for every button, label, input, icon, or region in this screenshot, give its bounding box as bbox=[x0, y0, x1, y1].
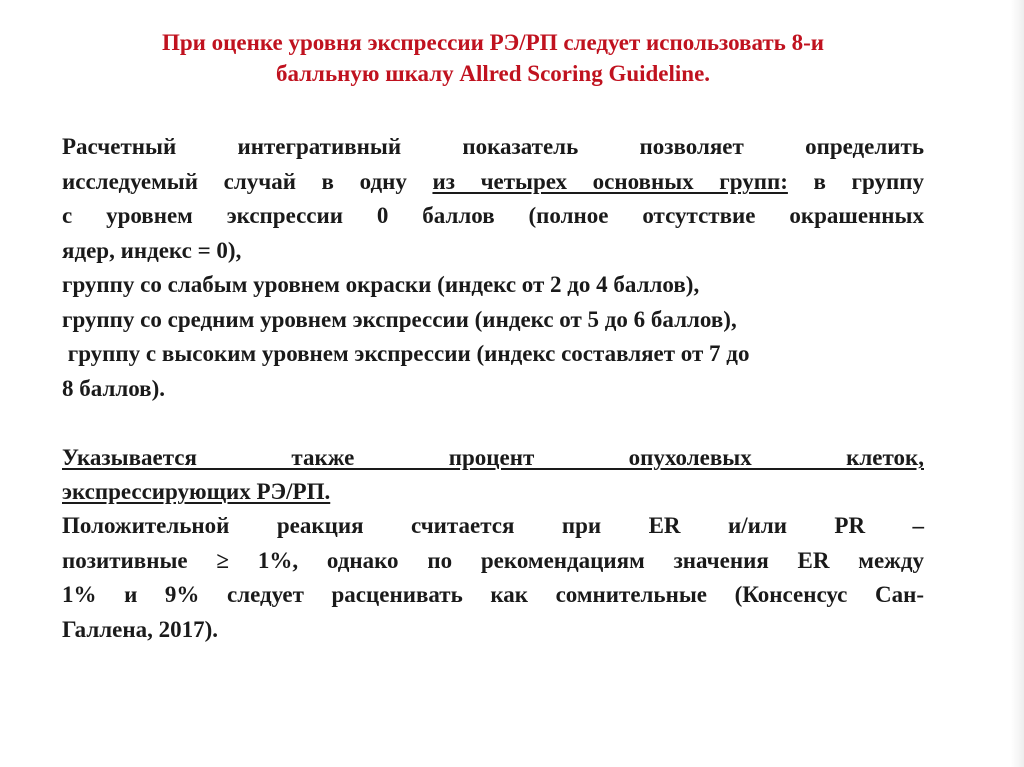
paragraph-1-line-7: группу с высоким уровнем экспрессии (индекс составляет от 7 до bbox=[62, 341, 750, 366]
slide-title-line-1: При оценке уровня экспрессии РЭ/РП следует использовать 8-и bbox=[161, 30, 825, 55]
paragraph-2-line-1: Указывается также процент опухолевых клеток, bbox=[62, 445, 924, 470]
slide-title-line-2: балльную шкалу Allred Scoring Guideline. bbox=[275, 61, 711, 86]
four-groups-underlined: из четырех основных групп: bbox=[432, 169, 788, 194]
paragraph-2-line-2: экспрессирующих РЭ/РП. bbox=[62, 479, 331, 504]
slide-edge-shadow bbox=[1010, 0, 1024, 767]
paragraph-2-line-5: 1% и 9% следует расценивать как сомнительные (Консенсус Сан- bbox=[62, 582, 924, 607]
paragraph-1-line-2-start: исследуемый случай в одну bbox=[62, 169, 433, 194]
paragraph-1-line-4: ядер, индекс = 0), bbox=[62, 238, 242, 263]
paragraph-1-line-6: группу со средним уровнем экспрессии (индекс от 5 до 6 баллов), bbox=[62, 307, 737, 332]
paragraph-2-line-6: Галлена, 2017). bbox=[62, 617, 218, 642]
paragraph-1-line-2 bbox=[62, 165, 924, 199]
paragraph-1-line-3: с уровнем экспрессии 0 баллов (полное отсутствие окрашенных bbox=[62, 203, 924, 228]
paragraph-2-line-3: Положительной реакция считается при ER и/или PR – bbox=[62, 513, 924, 538]
paragraph-1-line-5: группу со слабым уровнем окраски (индекс от 2 до 4 баллов), bbox=[62, 272, 700, 297]
paragraph-1-line-2-end: в группу bbox=[787, 169, 924, 194]
paragraph-1-line-1: Расчетный интегративный показатель позволяет определить bbox=[62, 134, 924, 159]
paragraph-1-line-8: 8 баллов). bbox=[62, 376, 166, 401]
paragraph-2-line-4: позитивные ≥ 1%, однако по рекомендациям значения ER между bbox=[62, 548, 924, 573]
